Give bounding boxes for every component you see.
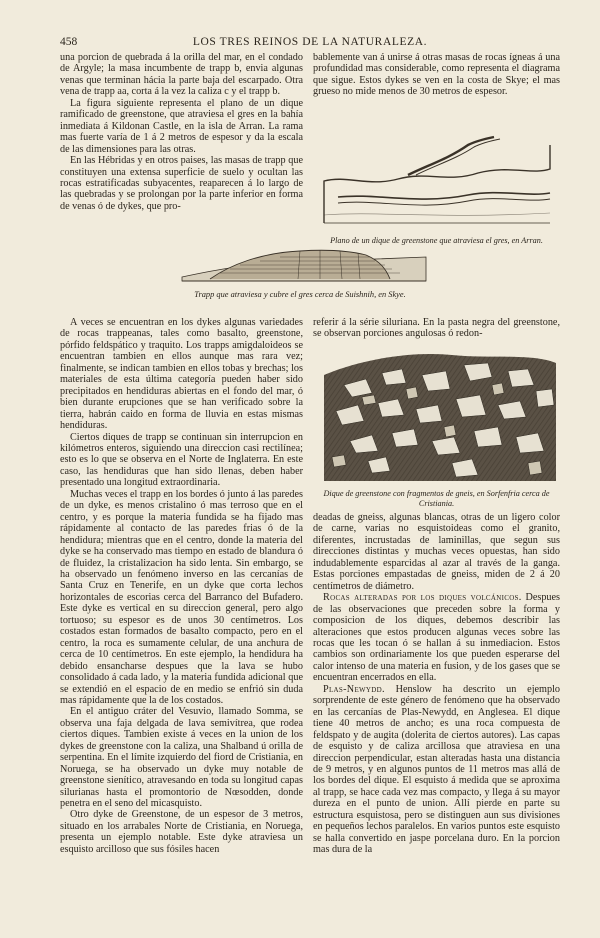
running-header: [60, 36, 560, 50]
paragraph: bablemente van á unirse á otras masas de rocas ígneas á una profundidad mas considerable, como representa el diagrama que sigue. Estos dykes se ven en la costa de Skye; el mas grueso no mide menos de 30 metros de espesor.: [313, 52, 560, 98]
block1-left-column: [60, 52, 303, 240]
paragraph: A veces se encuentran en los dykes algunas variedades de rocas trappeanas, tales como basalto, greenstone, pórfido feldspático y traquito. Los trapps amigdaloideos se encuentran tambien en ellos aunque mas rara vez; finalmente, se indican tambien en ellos tobas y brechas; los materiales de esta última categoría pueden haber sido precipitados en hendiduras abiertas en el fondo del mar, ó bien durante erupciones que se han verificado sobre la tierra, habrán caido en forma de lluvia en estas mismas hendiduras.: [60, 317, 303, 432]
block2-right-top: [313, 317, 560, 343]
paragraph: una porcion de quebrada á la orilla del mar, en el condado de Argyle; la masa incumbente de trapp b, envia algunas venas que terminan hácia la parte baja del escarpado. Otra vena de trapp aa, corta á la vez la caliza c y el trapp b.: [60, 52, 303, 98]
block2-left-column: [60, 317, 303, 927]
figure-arran-caption: Plano de un dique de greenstone que atraviesa el gres, en Arran.: [330, 236, 543, 245]
paragraph: En las Hébridas y en otros paises, las masas de trapp que constituyen una extensa superficie de suelo y ocultan las rocas estratificadas subyacentes, reaparecen á lo largo de las quebradas y se prolongan por la parte inferior en forma de venas ó de dykes, que pro-: [60, 155, 303, 212]
section-heading: Plas-Newydd.: [323, 683, 385, 695]
paragraph: referir á la série siluriana. En la pasta negra del greenstone, se observan porciones angulosas ó redon-: [313, 317, 560, 340]
paragraph-plas-newydd: [313, 684, 560, 856]
block1-right-column: [313, 52, 560, 132]
paragraph: Ciertos diques de trapp se continuan sin interrupcion en kilómetros enteros, siguiendo una direccion casi rectilínea; esto es lo que se observa en el Norte de Inglaterra. En este caso, las hendiduras que han sido llenas, deben haber presentado una longitud extraordinaria.: [60, 431, 303, 489]
section-heading: Rocas alteradas por los diques volcánicos.: [323, 592, 522, 604]
figure-skye-caption: Trapp que atraviesa y cubre el gres cerca de Suishnih, en Skye.: [194, 290, 406, 299]
page-number: 458: [60, 36, 78, 48]
paragraph: Otro dyke de Greenstone, de un espesor de 3 metros, situado en los arrabales Norte de Cristiania, en Noruega, presenta un ejemplo notable. Este dyke atraviesa un esquisto arcilloso que sus fósiles hacen: [60, 809, 303, 855]
figure-arran-dike-plan: [318, 135, 556, 230]
paragraph: La figura siguiente representa el plano de un dique ramificado de greenstone, que atraviesa el gres en la bahía inmediata á Kildonan Castle, en la isla de Arran. La rama mas fuerte varía de 1 á 2 metros de espesor y da la escala de las dimensiones para las otras.: [60, 97, 303, 155]
paragraph: Muchas veces el trapp en los bordes ó junto á las paredes de un dyke, es menos cristalino ó mas terroso que en el centro, y es porque la materia fundida se ha fijado mas rápidamente al contacto de las paredes frias ó de la hendidura; mientras que en el centro, donde la materia del dyke se ha conservado mas tiempo en estado de blandura ó de fluidez, la cristalizacion ha sido lenta. Sin embargo, se ha observado un fenómeno inverso en las cercanías de Santa Cruz en Tenerife, en un dyke que corta lechos horizontales de escorias cerca del Barranco del Bufadero. Este dyke es vertical en su direccion general, pero algo tortuoso; su espesor es de unos 30 centímetros. Los costados estan formados de basalto compacto, pero en el centro, la roca es sumamente celular, de una anchura de cerca de 10 centímetros. En este ejemplo, la hendidura ha debido ensancharse despues que la lava se hubo consolidado á cada lado, y la materia fundida adicional que se extendió en el espacio de en medio se enfrió sin duda mas rápidamente que la de los costados.: [60, 488, 303, 706]
figure-cristiania-dike: [322, 345, 558, 483]
figure-cristiania-caption: Dique de greenstone con fragmentos de gneis, en Sorfenfria cerca de Cristiania.: [323, 489, 550, 508]
paragraph: En el antiguo cráter del Vesuvio, llamado Somma, se observa una faja delgada de lava semivítrea, que rodea ciertos diques. Tambien existe á veces en la union de los dykes de greenstone con la caliza, una Shalband ú orilla de serpentina. En el límite izquierdo del fiord de Cristiania, en Noruega, se ha observado un dyke muy notable de greenstone sienítico, atravesando en toda su longitud capas silurianas hasta el promontorio de Nœsodden, donde penetra en el seno del micasquisto.: [60, 706, 303, 810]
figure-skye-trapp: [180, 243, 430, 285]
block2-right-column: [313, 512, 560, 928]
section-text: Despues de las observaciones que preceden sobre la forma y composicion de los diques, debemos describir las alteraciones que estos producen algunas veces sobre las rocas que les tocan ó se hallan á su inmediacion. Estos cambios son ordinariamente los que pueden esperarse del calor intenso de una materia en fusion, y de los gases que se encuentran encerrados en ella.: [313, 592, 561, 684]
paragraph: deadas de gneiss, algunas blancas, otras de un ligero color de carne, varias no esquistoideas como el granito, diferentes, incrustadas de laminillas, que segun sus direcciones distintas y muchas veces opuestas, han sido indudablemente esparcidas al azar al través de la ganga. Estas porciones empastadas de gneiss, miden de 2 á 20 centímetros de diámetro.: [313, 512, 560, 592]
running-title: LOS TRES REINOS DE LA NATURALEZA.: [192, 36, 428, 48]
paragraph-rocas-alteradas: [313, 592, 560, 684]
section-text: Henslow ha descrito un ejemplo sorprendente de este género de fenómeno que ha observado en las cercanías de Plas-Newydd, en Anglesea. El dique tiene 40 metros de ancho; es una roca compuesta de feldspato y de augita (dolerita de ciertos autores). Las capas de esquisto y de caliza arcillosa que atraviesa en una direccion perpendicular, estan alteradas hasta una distancia de 9 metros, y en algunos puntos de 11 metros mas allá de los bordes del dique. El esquisto á medida que se aproxima al trapp, se hace cada vez mas compacto, y llega á su mayor dureza en el punto de union. Allí pierde en parte su estructura esquistosa, pero se distinguen aun sus divisiones en pequeños lechos paralelos. En varios puntos este esquisto se halla convertido en jaspe porcelana duro. En la porcion mas dura de la: [313, 683, 560, 856]
